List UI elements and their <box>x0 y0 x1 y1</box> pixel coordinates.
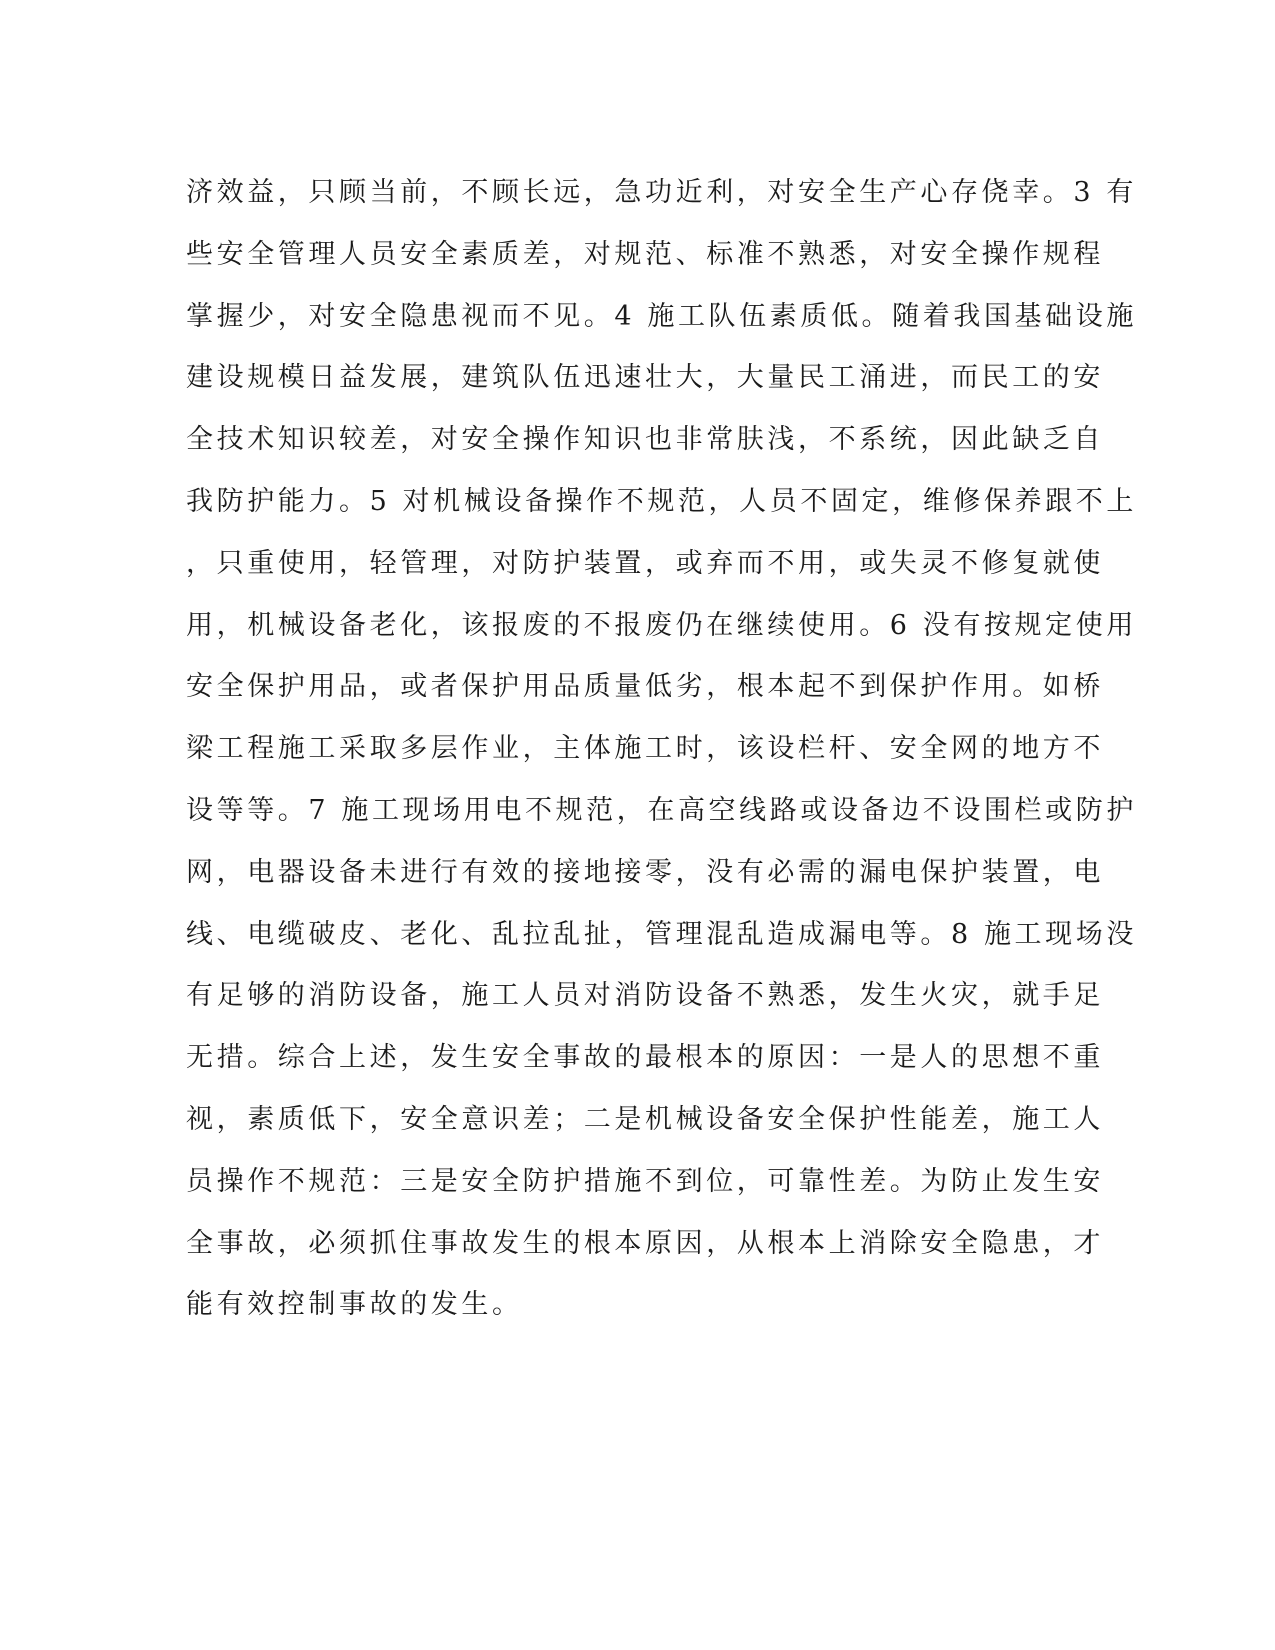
text-line-5: 全技术知识较差，对安全操作知识也非常肤浅，不系统，因此缺乏自 <box>186 424 1104 456</box>
text-line-17: 员操作不规范：三是安全防护措施不到位，可靠性差。为防止发生安 <box>186 1165 1104 1197</box>
text-line-14: 有足够的消防设备，施工人员对消防设备不熟悉，发生火灾，就手足 <box>186 980 1104 1012</box>
text-line-1: 济效益，只顾当前，不顾长远，急功近利，对安全生产心存侥幸。3 有 <box>186 177 1137 208</box>
text-line-18: 全事故，必须抓住事故发生的根本原因，从根本上消除安全隐患，才 <box>186 1227 1104 1259</box>
text-line-10: 梁工程施工采取多层作业，主体施工时，该设栏杆、安全网的地方不 <box>186 733 1104 765</box>
text-line-15: 无措。综合上述，发生安全事故的最根本的原因：一是人的思想不重 <box>186 1042 1104 1074</box>
text-line-2: 些安全管理人员安全素质差，对规范、标准不熟悉，对安全操作规程 <box>186 238 1104 270</box>
text-line-12: 网，电器设备未进行有效的接地接零，没有必需的漏电保护装置，电 <box>186 856 1104 888</box>
text-line-8: 用，机械设备老化，该报废的不报废仍在继续使用。6 没有按规定使用 <box>186 609 1137 641</box>
text-line-4: 建设规模日益发展，建筑队伍迅速壮大，大量民工涌进，而民工的安 <box>186 362 1104 394</box>
text-line-19: 能有效控制事故的发生。 <box>186 1289 523 1321</box>
text-line-13: 线、电缆破皮、老化、乱拉乱扯，管理混乱造成漏电等。8 施工现场没 <box>186 918 1137 950</box>
text-line-7: ，只重使用，轻管理，对防护装置，或弃而不用，或失灵不修复就使 <box>186 547 1104 579</box>
text-line-16: 视，素质低下，安全意识差；二是机械设备安全保护性能差，施工人 <box>186 1103 1104 1135</box>
text-line-6: 我防护能力。5 对机械设备操作不规范，人员不固定，维修保养跟不上 <box>186 485 1137 517</box>
body-paragraph <box>186 162 1137 1336</box>
text-line-11: 设等等。7 施工现场用电不规范，在高空线路或设备边不设围栏或防护 <box>186 794 1137 826</box>
text-line-9: 安全保护用品，或者保护用品质量低劣，根本起不到保护作用。如桥 <box>186 671 1104 703</box>
text-line-3: 掌握少，对安全隐患视而不见。4 施工队伍素质低。随着我国基础设施 <box>186 300 1137 332</box>
